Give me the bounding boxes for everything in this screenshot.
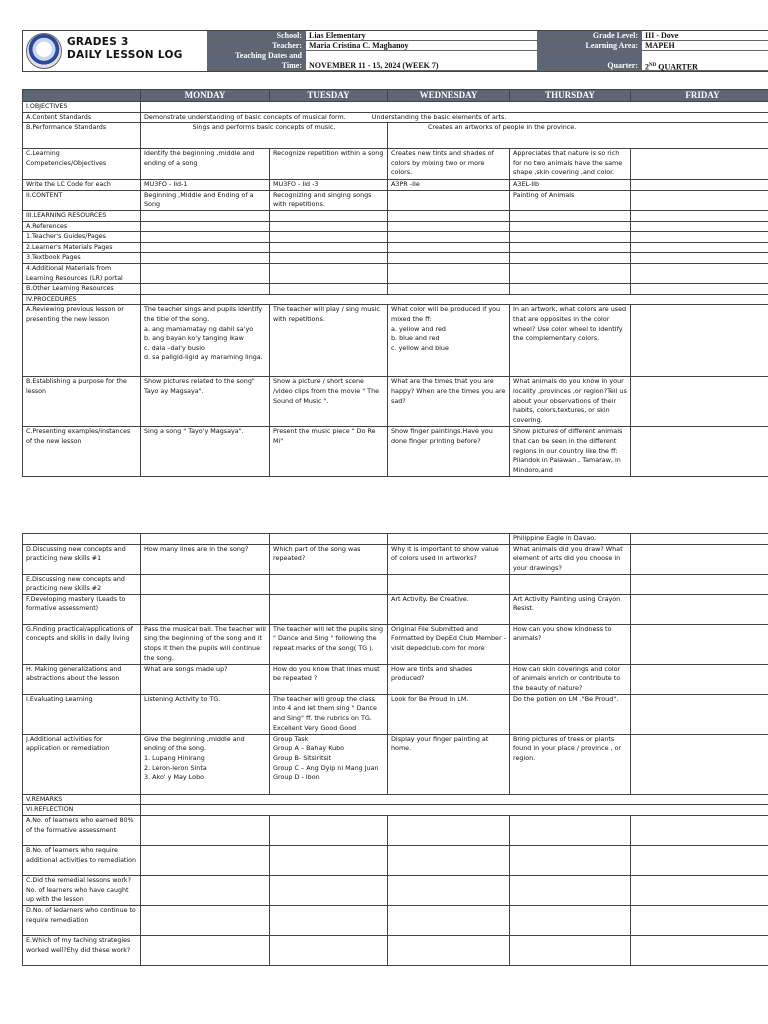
discussing-2-row [23, 574, 768, 594]
row-label-generalization: H. Making generalizations and abstractions about the lesson [23, 664, 141, 694]
mastery-row [23, 594, 768, 624]
generalization-wednesday: How are tints and shades produced? [388, 664, 510, 694]
discuss1-monday: How many lines are in the song? [141, 544, 270, 574]
content-row [23, 190, 768, 210]
section-remarks: V.REMARKS [23, 794, 141, 805]
row-label-presenting: C.Presenting examples/instances of the new lesson [23, 427, 141, 477]
row-label-performance-standards: B.Performance Standards [23, 123, 141, 149]
row-label-reviewing: A.Reviewing previous lesson or presenting the new lesson [23, 305, 141, 377]
content-wednesday [388, 190, 510, 210]
row-label-additional-materials: 4.Additional Materials from Learning Resources (LR) portal [23, 263, 141, 283]
review-monday-line: a. ang mamamatay ng dahil sa'yo [144, 324, 254, 333]
generalization-row [23, 664, 768, 694]
review-thursday: In an artwork, what colors are used that are opposites in the color wheel? Use color wheel to identify the complementary colors. [510, 305, 631, 377]
row-label-learners-materials: 2.Learner's Materials Pages [23, 242, 141, 253]
present-tuesday: Present the music piece " Do Re Mi" [270, 427, 388, 477]
content-standards-cell [141, 112, 768, 123]
reviewing-row [23, 305, 768, 377]
activities-monday [141, 734, 270, 794]
purpose-row [23, 377, 768, 427]
present-friday [631, 427, 768, 477]
continuation-thursday: Philippine Eagle in Davao. [510, 534, 631, 545]
row-label-reflection-c: C.Did the remedial lessons work?No. of learners who have caught up with the lesson [23, 875, 141, 905]
evaluating-tuesday: The teacher will group the class into 4 and let them sing " Dance and Sing" ff. the rubrics on TG. Excellent Very Good Good [270, 694, 388, 734]
competency-friday [631, 149, 768, 180]
performance-standard-music: Sings and performs basic concepts of music. [141, 123, 388, 149]
row-label-purpose: B.Establishing a purpose for the lesson [23, 377, 141, 427]
row-label-lc-code: Write the LC Code for each [23, 180, 141, 191]
row-label-references: A.References [23, 221, 141, 232]
competency-monday: Identify the beginning ,middle and ending of a song [141, 149, 270, 180]
activities-friday [631, 734, 768, 794]
learning-resources-row [23, 210, 768, 221]
quarter-label: Quarter: [538, 51, 642, 71]
application-friday [631, 624, 768, 664]
row-label-application: G.Finding practical/applications of concepts and skills in daily living [23, 624, 141, 664]
quarter-number: 2 [645, 62, 649, 72]
review-wednesday [388, 305, 510, 377]
mastery-thursday: Art Activity Painting using Crayon Resist. [510, 594, 631, 624]
discuss1-thursday: What animals did you draw? What element of arts did you choose in your drawings? [510, 544, 631, 574]
row-label-other-resources: B.Other Learning Resources [23, 284, 141, 295]
cell-empty [141, 102, 768, 113]
reflection-d-row [23, 905, 768, 935]
learning-area-value: MAPEH [642, 41, 768, 51]
generalization-monday: What are songs made up? [141, 664, 270, 694]
teaching-dates-label-line2: Time: [281, 61, 302, 70]
mastery-tuesday [270, 594, 388, 624]
purpose-friday [631, 377, 768, 427]
content-standard-arts: Understanding the basic elements of arts. [371, 112, 507, 121]
application-tuesday: The teacher will let the pupils sing " Dance and Sing " following the repeat marks of the song( TG ). [270, 624, 388, 664]
school-label: School: [207, 31, 306, 41]
purpose-tuesday: Show a picture / short scene /video clips from the movie " The Sound of Music ". [270, 377, 388, 427]
content-monday: Beginning ,Middle and Ending of a Song [141, 190, 270, 210]
application-thursday: How can you show kindness to animals? [510, 624, 631, 664]
quarter-value [642, 51, 768, 71]
teaching-dates-label [207, 51, 306, 71]
presenting-row [23, 427, 768, 477]
reflection-c-row [23, 875, 768, 905]
review-wednesday-line: c. yellow and blue [391, 343, 449, 352]
grade-level-label: Grade Level: [538, 31, 642, 41]
evaluating-thursday: Do the potion on LM ."Be Proud". [510, 694, 631, 734]
section-objectives-row [23, 102, 768, 113]
competency-tuesday: Recognize repetition within a song [270, 149, 388, 180]
performance-standard-arts: Creates an artworks of people in the province. [388, 123, 768, 149]
activities-monday-line: 3. Ako' y May Lobo [144, 773, 205, 782]
day-header-monday: MONDAY [141, 90, 270, 102]
teaching-dates-label-line1: Teaching Dates and [235, 51, 302, 60]
generalization-friday [631, 664, 768, 694]
lc-code-row [23, 180, 768, 191]
purpose-monday: Show pictures related to the song" Tayo ay Magsaya". [141, 377, 270, 427]
evaluating-wednesday: Look for Be Proud in LM. [388, 694, 510, 734]
activities-wednesday: Display your finger painting at home. [388, 734, 510, 794]
activities-tuesday-line: Group Task [273, 734, 309, 743]
corner-header [23, 90, 141, 102]
application-wednesday: Original File Submitted and Formatted by DepEd Club Member - visit depedclub.com for more [388, 624, 510, 664]
review-monday-line: d. sa paligid-ligid ay maraming linga. [144, 353, 263, 362]
discussing-1-row [23, 544, 768, 574]
additional-activities-row [23, 734, 768, 794]
day-header-friday: FRIDAY [631, 90, 768, 102]
generalization-tuesday: How do you know that lines must be repeated ? [270, 664, 388, 694]
row-label-discussing-2: E.Discussing new concepts and practicing new skills #2 [23, 574, 141, 594]
review-tuesday: The teacher will play / sing music with repetitions. [270, 305, 388, 377]
row-label-textbook-pages: 3.Textbook Pages [23, 253, 141, 264]
present-wednesday: Show finger paintings.Have you done finger printing before? [388, 427, 510, 477]
continuation-row [23, 534, 768, 545]
review-monday [141, 305, 270, 377]
reflection-e-row [23, 935, 768, 965]
procedures-row [23, 294, 768, 305]
day-header-wednesday: WEDNESDAY [388, 90, 510, 102]
teacher-value: Maria Cristina C. Maghanoy [306, 41, 538, 51]
lc-code-friday [631, 180, 768, 191]
application-row [23, 624, 768, 664]
row-label-competencies: C.Learning Competencies/Objectives [23, 149, 141, 180]
activities-monday-line: 1. Lupang Hinirang [144, 753, 205, 762]
review-monday-line: c. dala –dal'y buslo [144, 343, 205, 352]
evaluating-row [23, 694, 768, 734]
lesson-table-part2 [22, 533, 768, 966]
reflection-b-row [23, 845, 768, 875]
section-objectives: I.OBJECTIVES [23, 102, 141, 113]
review-friday [631, 305, 768, 377]
lc-code-thursday: A3EL-IIb [510, 180, 631, 191]
mastery-monday [141, 594, 270, 624]
row-label-additional-activities: J.Additional activities for application or remediation [23, 734, 141, 794]
title-log: DAILY LESSON LOG [67, 49, 183, 61]
references-row [23, 221, 768, 232]
evaluating-friday [631, 694, 768, 734]
mastery-wednesday: Art Activity. Be Creative. [388, 594, 510, 624]
activities-tuesday [270, 734, 388, 794]
reflection-row [23, 805, 768, 816]
reflection-a-row [23, 815, 768, 845]
row-label-reflection-b: B.No. of learners who require additional activities to remediation [23, 845, 141, 875]
learning-competencies-row [23, 149, 768, 180]
discuss1-tuesday: Which part of the song was repeated? [270, 544, 388, 574]
row-label-reflection-d: D.No. of ledarners who continue to require remediation [23, 905, 141, 935]
performance-standards-row [23, 123, 768, 149]
lc-code-tuesday: MU3FO - Iid -3 [270, 180, 388, 191]
section-procedures: IV.PROCEDURES [23, 294, 141, 305]
row-label-content: II.CONTENT [23, 190, 141, 210]
lc-code-monday: MU3FO - Iid-1 [141, 180, 270, 191]
competency-thursday: Appreciates that nature is so rich for no two animals have the same shape ,skin covering ,and color. [510, 149, 631, 180]
review-wednesday-line: What color will be produced if you mixed the ff: [391, 305, 501, 323]
review-wednesday-line: a. yellow and red [391, 324, 446, 333]
remarks-row [23, 794, 768, 805]
lesson-table-part1 [22, 89, 768, 477]
content-friday [631, 190, 768, 210]
lesson-log-header [22, 30, 768, 72]
additional-materials-row [23, 263, 768, 283]
content-tuesday: Recognizing and singing songs with repetitions. [270, 190, 388, 210]
row-label-mastery: F.Developing mastery (Leads to formative assessment) [23, 594, 141, 624]
deped-seal-icon [26, 33, 62, 69]
header-info-grid [207, 31, 768, 71]
row-label-content-standards: A.Content Standards [23, 112, 141, 123]
present-monday: Sing a song " Tayo'y Magsaya". [141, 427, 270, 477]
teachers-guides-row [23, 232, 768, 243]
activities-tuesday-line: Group C – Ang Dyip ni Mang Juan [273, 763, 379, 772]
day-header-row [23, 90, 768, 102]
school-value: Lias Elementary [306, 31, 538, 41]
application-monday: Pass the musical ball. The teacher will sing the beginning of the song and it stops it then the pupils will continue the song. [141, 624, 270, 664]
quarter-word: QUARTER [656, 62, 698, 72]
present-thursday: Show pictures of different animals that can be seen in the different regions in our country like the ff: Pilandok in Palawan , Tamaraw, in Mindoro,and [510, 427, 631, 477]
activities-tuesday-line: Group D - Ibon [273, 773, 320, 782]
activities-monday-line: 2. Leron-leron Sinta [144, 763, 207, 772]
activities-tuesday-line: Group B- Sitsiritsit [273, 753, 332, 762]
content-standard-music: Demonstrate understanding of basic concepts of musical form. [144, 112, 346, 121]
other-resources-row [23, 284, 768, 295]
purpose-thursday: What animals do you know in your locality ,provinces ,or region?Tell us about your observations of their habits, colors,textures, or skin covering. [510, 377, 631, 427]
row-label-discussing-1: D.Discussing new concepts and practicing new skills #1 [23, 544, 141, 574]
review-monday-line: The teacher sings and pupils identify the title of the song. [144, 305, 263, 323]
row-label-reflection-a: A.No. of learners who earned 80% of the formative assessment [23, 815, 141, 845]
quarter-suffix: ND [649, 63, 657, 68]
row-label-reflection-e: E.Which of my taching strategies worked well?Ehy did these work? [23, 935, 141, 965]
title-grade: GRADES 3 [67, 36, 129, 48]
day-header-tuesday: TUESDAY [270, 90, 388, 102]
generalization-thursday: How can skin coverings and color of animals enrich or contribute to the beauty of nature? [510, 664, 631, 694]
row-label-evaluating: I.Evaluating Learning [23, 694, 141, 734]
review-wednesday-line: b. blue and red [391, 334, 440, 343]
purpose-wednesday: What are the times that you are happy? When are the times you are sad? [388, 377, 510, 427]
learning-area-label: Learning Area: [538, 41, 642, 51]
discuss1-wednesday: Why it is important to show value of colors used in artworks? [388, 544, 510, 574]
discuss1-friday [631, 544, 768, 574]
competency-wednesday: Creates new tints and shades of colors by mixing two or more colors. [388, 149, 510, 180]
row-label-teachers-guides: 1.Teacher's Guides/Pages [23, 232, 141, 243]
content-standards-row [23, 112, 768, 123]
grade-level-value: III - Dove [642, 31, 768, 41]
learners-materials-row [23, 242, 768, 253]
day-header-thursday: THURSDAY [510, 90, 631, 102]
evaluating-monday: Listening Activity to TG. [141, 694, 270, 734]
lc-code-wednesday: A3PR -IIe [388, 180, 510, 191]
teaching-dates-value: NOVEMBER 11 - 15, 2024 (WEEK 7) [306, 51, 538, 71]
review-monday-line: b. ang bayan ko'y tanging ikaw [144, 334, 244, 343]
textbook-pages-row [23, 253, 768, 264]
mastery-friday [631, 594, 768, 624]
section-reflection: VI.REFLECTION [23, 805, 141, 816]
activities-thursday: Bring pictures of trees or plants found in your place / province , or region. [510, 734, 631, 794]
teacher-label: Teacher: [207, 41, 306, 51]
activities-monday-line: Give the beginning ,middle and ending of the song. [144, 734, 245, 753]
section-learning-resources: III.LEARNING RESOURCES [23, 210, 141, 221]
content-thursday: Painting of Animals [510, 190, 631, 210]
activities-tuesday-line: Group A – Bahay Kubo [273, 744, 345, 753]
